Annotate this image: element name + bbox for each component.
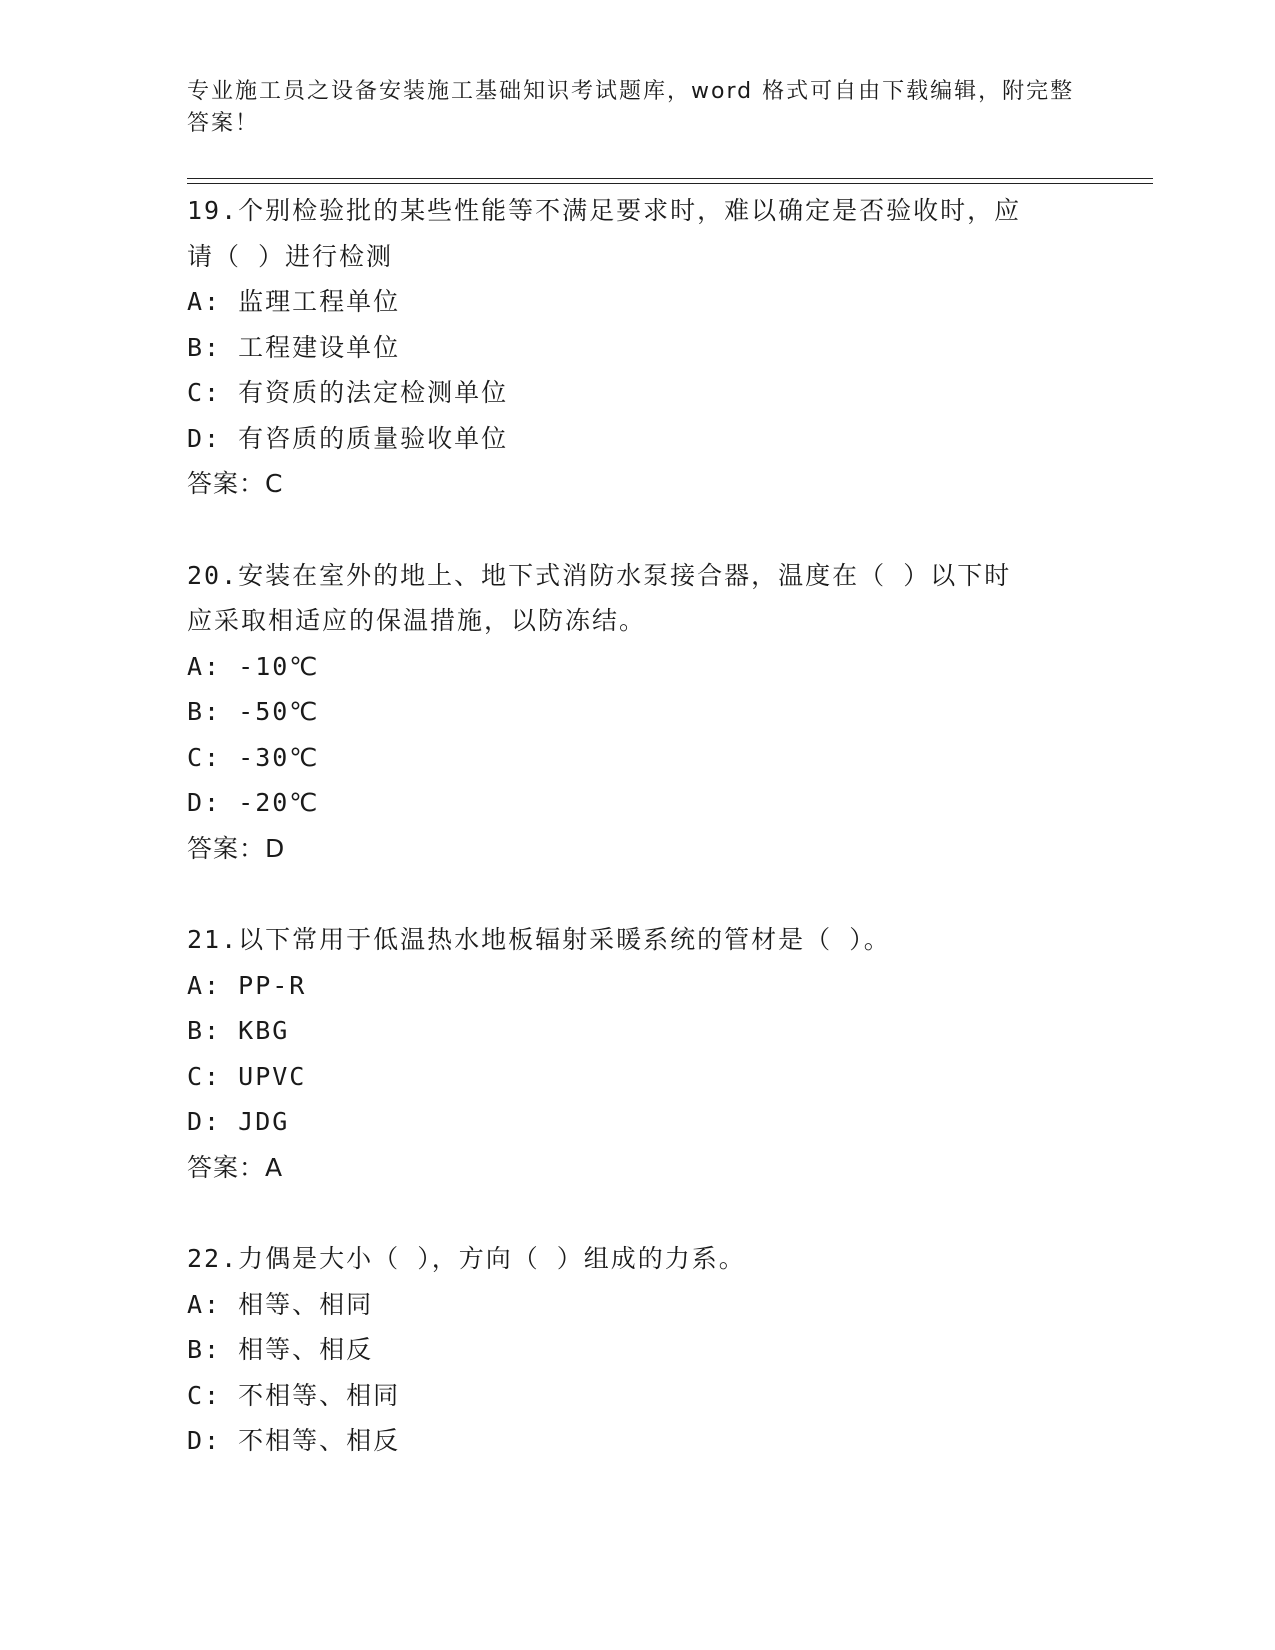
question-19 [187,188,1087,507]
option-c: C: 有资质的法定检测单位 [187,378,509,407]
option-c: C: -30℃ [187,742,320,772]
option-d: D: -20℃ [187,788,320,817]
question-text: 19.个别检验批的某些性能等不满足要求时，难以确定是否验收时，应 [187,196,1022,225]
option-a: A: 监理工程单位 [187,287,401,316]
question-list [187,188,1087,1464]
option-a: A: -10℃ [187,651,320,681]
option-b: B: -50℃ [187,697,320,726]
question-text: 22.力偶是大小（ ），方向（ ）组成的力系。 [187,1244,746,1273]
question-text: 21.以下常用于低温热水地板辐射采暖系统的管材是（ ）。 [187,925,891,954]
document-header: 专业施工员之设备安装施工基础知识考试题库，word 格式可自由下载编辑，附完整答案！ [187,79,1075,136]
option-c: C: 不相等、相同 [187,1380,401,1410]
header-divider-bottom [187,183,1153,184]
option-d: D: 有咨质的质量验收单位 [187,423,509,453]
question-21 [187,917,1087,1190]
question-text-continued: 应采取相适应的保温措施，以防冻结。 [187,606,647,635]
option-b: B: KBG [187,1016,290,1045]
option-a: A: PP-R [187,970,307,1000]
answer: 答案：D [187,833,286,863]
option-b: B: 工程建设单位 [187,332,401,362]
question-22 [187,1236,1087,1464]
header-divider-top [187,178,1153,179]
answer: 答案：C [187,469,284,498]
question-text-continued: 请（ ）进行检测 [187,241,394,271]
question-text: 20.安装在室外的地上、地下式消防水泵接合器，温度在（ ）以下时 [187,560,1012,590]
option-d: D: JDG [187,1107,290,1136]
option-b: B: 相等、相反 [187,1335,374,1364]
option-c: C: UPVC [187,1061,307,1091]
answer: 答案：A [187,1152,284,1182]
option-d: D: 不相等、相反 [187,1426,401,1455]
question-20 [187,553,1087,872]
option-a: A: 相等、相同 [187,1289,374,1319]
